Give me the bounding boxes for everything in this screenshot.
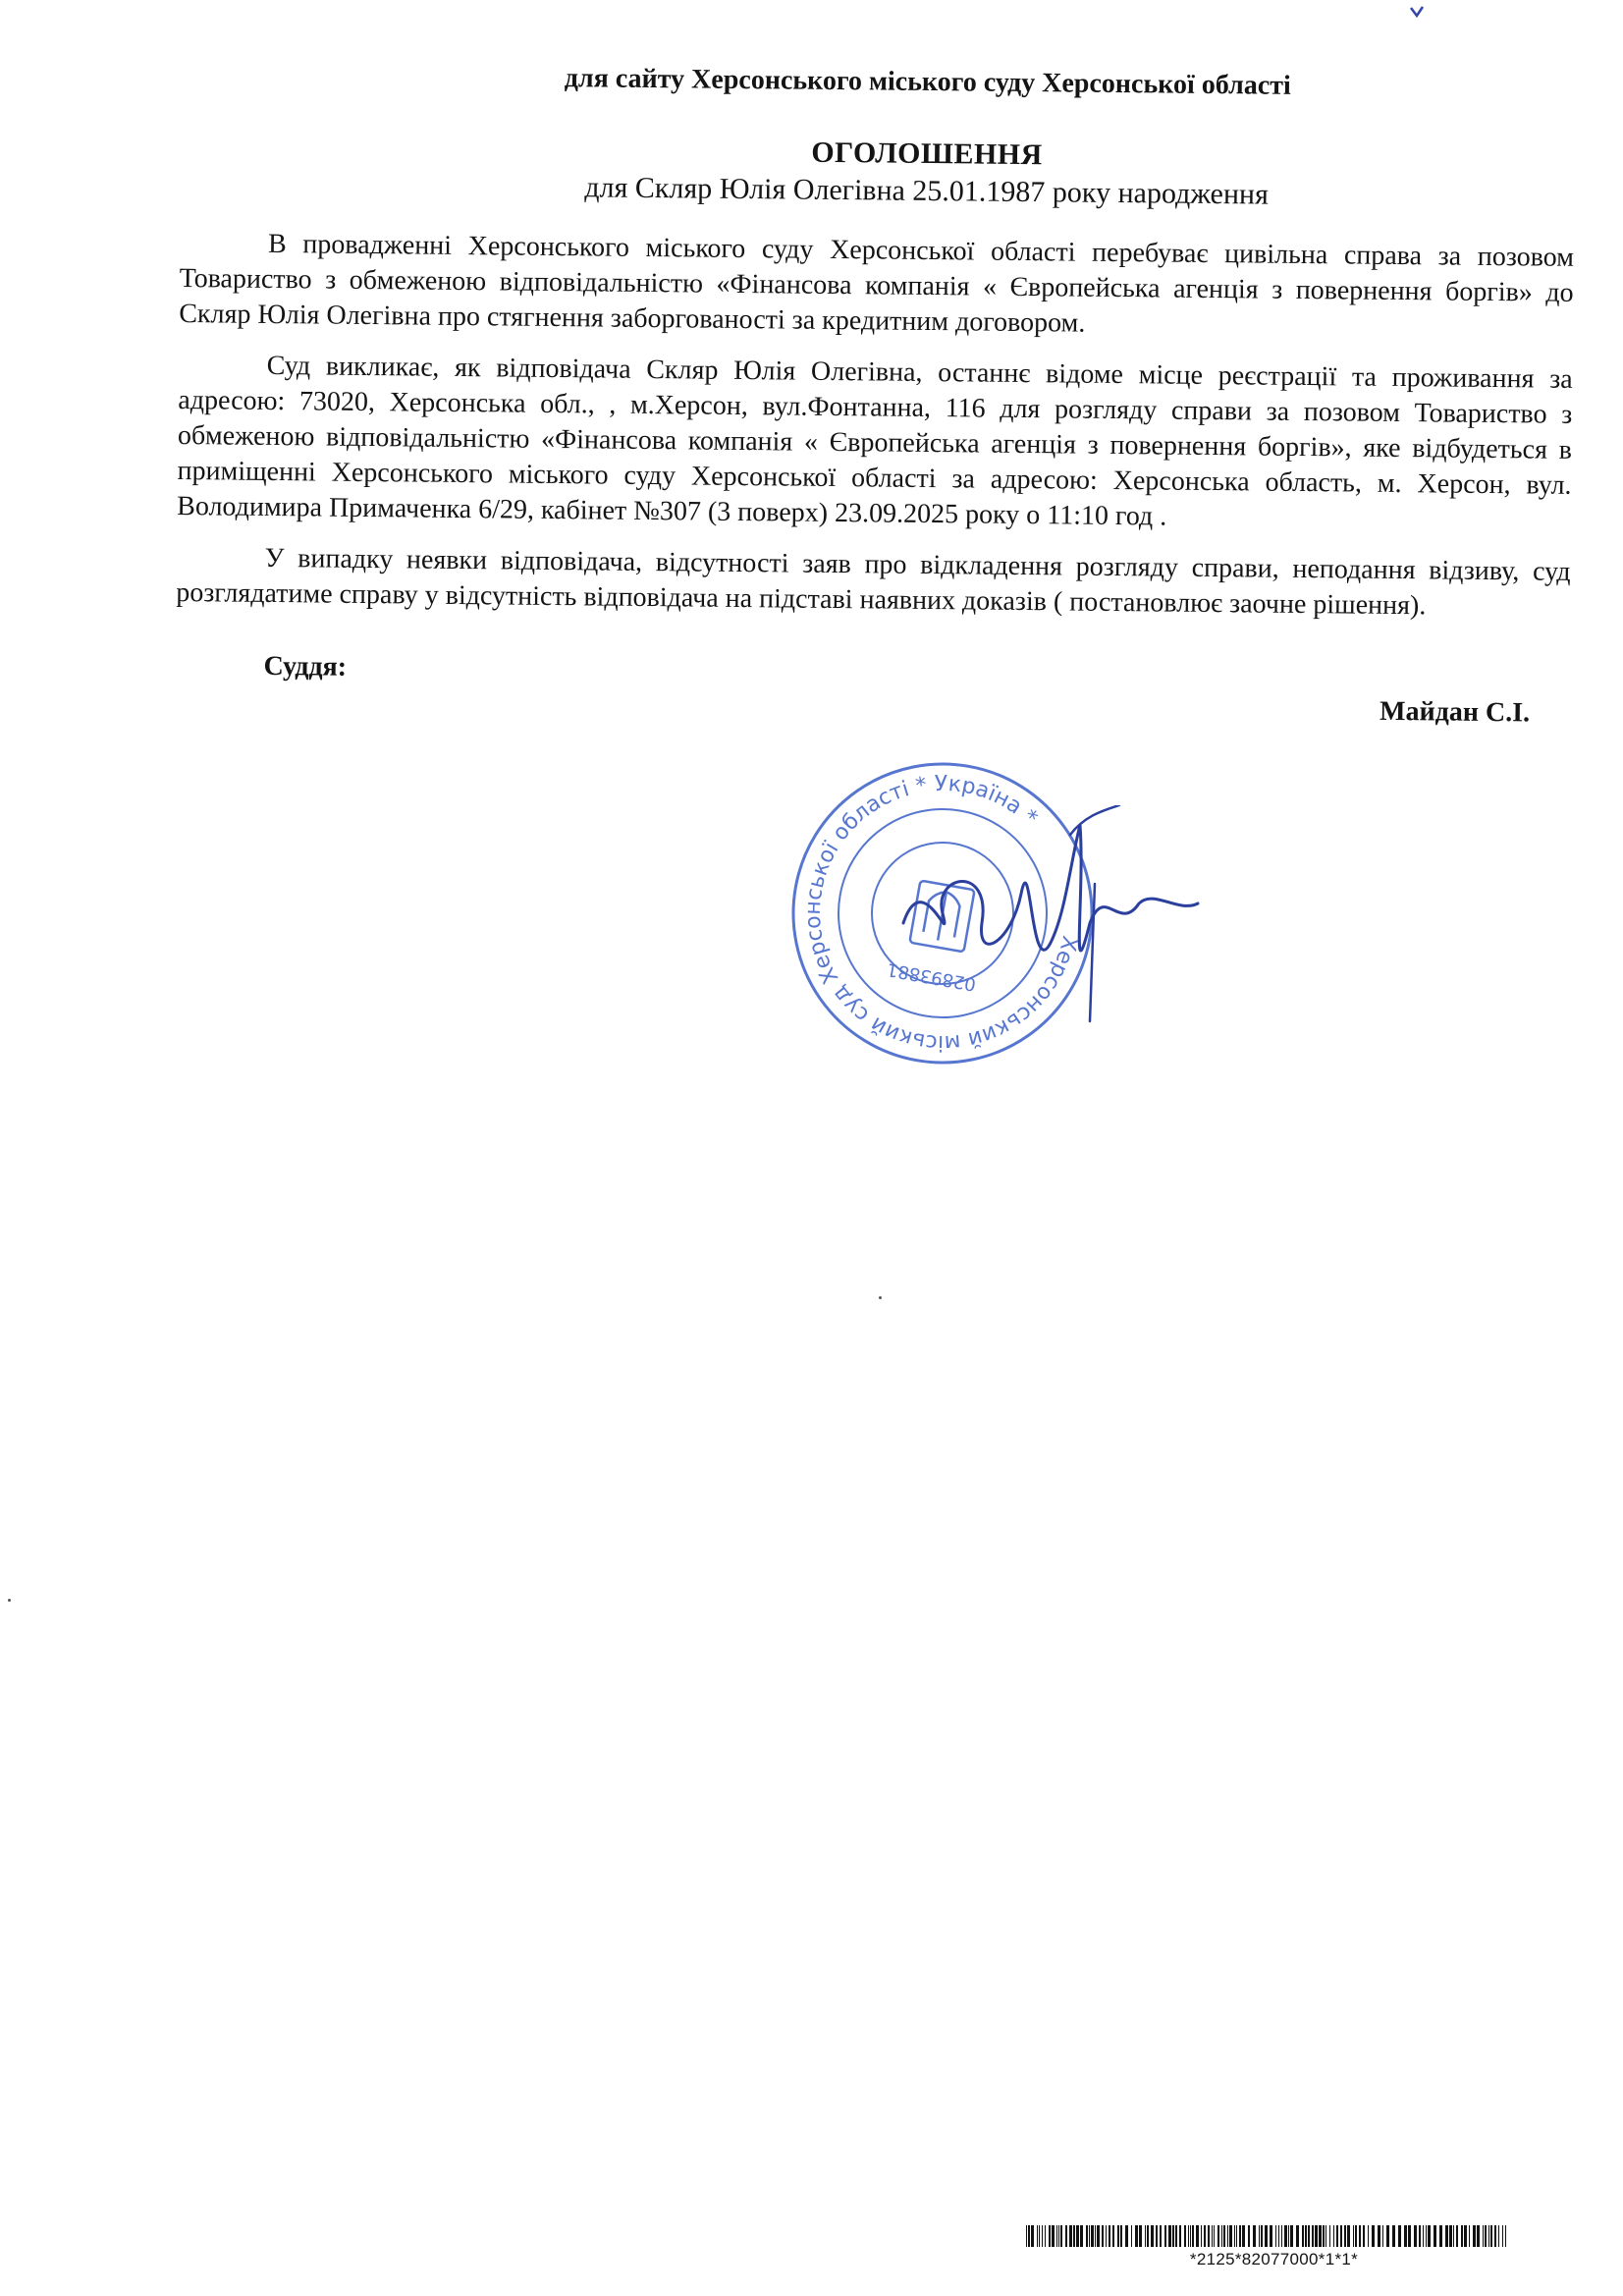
barcode-bar	[1076, 2225, 1079, 2247]
barcode-bar	[1253, 2225, 1256, 2247]
barcode-bar	[1278, 2225, 1279, 2247]
barcode-bar	[1188, 2225, 1189, 2247]
barcode-bar	[1097, 2225, 1100, 2247]
barcode-bar	[1135, 2225, 1138, 2247]
barcode-bar	[1037, 2225, 1038, 2247]
barcode-bar	[1172, 2225, 1174, 2247]
barcode-bar	[1217, 2225, 1219, 2247]
barcode-bar	[1109, 2225, 1110, 2247]
stamp-ring-text: Херсонський міський суд Херсонської області * Україна *	[800, 771, 1082, 1056]
barcode-bar	[1106, 2225, 1107, 2247]
barcode-bar	[1353, 2225, 1354, 2247]
barcode-bar	[1227, 2225, 1228, 2247]
barcode-bar	[1112, 2225, 1114, 2247]
judge-signature	[884, 805, 1208, 1031]
barcode-bar	[1333, 2225, 1334, 2247]
barcode-bar	[1363, 2225, 1365, 2247]
barcode-bar	[1419, 2225, 1421, 2247]
barcode-bar	[1184, 2225, 1186, 2247]
barcode-bar	[1160, 2225, 1162, 2247]
barcode-bar	[1168, 2225, 1171, 2247]
barcode-bar	[1404, 2225, 1407, 2247]
barcode-bar	[1368, 2225, 1369, 2247]
barcode-bar	[1151, 2225, 1154, 2247]
barcode-bar	[1281, 2225, 1282, 2247]
barcode-bar	[1308, 2225, 1310, 2247]
barcode-bar	[1052, 2225, 1055, 2247]
barcode-bar	[1212, 2225, 1213, 2247]
barcode-bar	[1434, 2225, 1436, 2247]
barcode-bar	[1378, 2225, 1380, 2247]
document-subtitle: для Скляр Юлія Олегівна 25.01.1987 року народження	[584, 171, 1270, 211]
corner-ink-mark	[1410, 6, 1424, 18]
barcode-bar	[1473, 2225, 1476, 2247]
barcode-bar	[1488, 2225, 1489, 2247]
barcode-bar	[1086, 2225, 1088, 2247]
barcode-bar	[1336, 2225, 1338, 2247]
barcode-bar	[1117, 2225, 1119, 2247]
barcode-bar	[1386, 2225, 1389, 2247]
barcode-bar	[1439, 2225, 1442, 2247]
barcode-bar	[1234, 2225, 1235, 2247]
barcode-bar	[1477, 2225, 1480, 2247]
stamp-code: 02893881	[885, 958, 978, 995]
barcode-bar	[1315, 2225, 1318, 2247]
barcode-bar	[1065, 2225, 1067, 2247]
barcode-bar	[1464, 2225, 1467, 2247]
judge-label: Суддя:	[263, 650, 348, 683]
barcode-bar	[1392, 2225, 1395, 2247]
barcode-bar	[1456, 2225, 1458, 2247]
barcode-bar	[1355, 2225, 1357, 2247]
barcode-bar	[1223, 2225, 1225, 2247]
barcode-bar	[1042, 2225, 1043, 2247]
barcode-bar	[1102, 2225, 1104, 2247]
signature-row	[175, 650, 1570, 743]
barcode-bar	[1453, 2225, 1454, 2247]
barcode-bar	[1494, 2225, 1496, 2247]
barcode-bar	[1190, 2225, 1191, 2247]
barcode-bar	[1236, 2225, 1237, 2247]
barcode-bar	[1398, 2225, 1401, 2247]
barcode-bar	[1026, 2225, 1027, 2247]
barcode-bar	[1259, 2225, 1260, 2247]
barcode-bar	[1290, 2225, 1293, 2247]
barcode-bar	[1214, 2225, 1215, 2247]
barcode-bar	[1469, 2225, 1470, 2247]
barcode-bar	[1164, 2225, 1166, 2247]
barcode-bar	[1485, 2225, 1487, 2247]
paragraph-proceedings: В провадженні Херсонського міського суду Херсонської області перебуває цивільна справа за позовом Товариство з обмеженою відповідальністю «Фінансова компанія « Європейська агенція з повернення боргів» до Скляр Юлія Олегівна про стягнення заборгованості за кредитним договором.	[179, 228, 1575, 339]
barcode-bar	[1229, 2225, 1232, 2247]
paragraph-summons: Суд викликає, як відповідача Скляр Юлія Олегівна, останнє відоме місце реєстрації та проживання за адресою: 73020, Херсонська обл., , м.Херсон, вул.Фонтанна, 116 для розгляду справи за позовом Товариство з обмеженою відповідальністю «Фінансова компанія « Європейська агенція з повернення боргів», яке відбудеться в приміщенні Херсонського міського суду Херсонської області за адресою: Херсонська область, м. Херсон, вул. Володимира Примаченка 6/29, кабінет №307 (3 поверх) 23.09.2025 року о 11:10 год .	[177, 350, 1573, 532]
scan-speck	[8, 1599, 11, 1602]
barcode-bar	[1242, 2225, 1245, 2247]
barcode-bar	[1175, 2225, 1177, 2247]
barcode-bar	[1323, 2225, 1325, 2247]
barcode-bar	[1156, 2225, 1158, 2247]
barcode-bar	[1261, 2225, 1263, 2247]
barcode-bar	[1329, 2225, 1330, 2247]
barcode-bar	[1382, 2225, 1383, 2247]
barcode-bar	[1483, 2225, 1484, 2247]
barcode-bar	[1445, 2225, 1448, 2247]
barcode-bar	[1192, 2225, 1194, 2247]
barcode-bar	[1056, 2225, 1057, 2247]
barcode-bar	[1031, 2225, 1034, 2247]
barcode-bar	[1319, 2225, 1322, 2247]
barcode-bar	[1359, 2225, 1361, 2247]
barcode-bar	[1270, 2225, 1272, 2247]
barcode-bar	[1039, 2225, 1040, 2247]
barcode-bar	[1284, 2225, 1287, 2247]
barcode-bar	[1490, 2225, 1492, 2247]
barcode-bar	[1125, 2225, 1128, 2247]
barcode-bar	[1449, 2225, 1452, 2247]
scan-speck	[879, 1296, 882, 1299]
barcode-bar	[1091, 2225, 1094, 2247]
barcode-bar	[1296, 2225, 1299, 2247]
barcode-bars	[1026, 2225, 1522, 2247]
barcode-bar	[1408, 2225, 1411, 2247]
barcode-bar	[1305, 2225, 1307, 2247]
barcode-bar	[1221, 2225, 1222, 2247]
judge-name: Майдан С.І.	[1379, 695, 1531, 729]
barcode-bar	[1089, 2225, 1090, 2247]
barcode-bar	[1208, 2225, 1210, 2247]
barcode-bar	[1414, 2225, 1417, 2247]
barcode-bar	[1120, 2225, 1122, 2247]
barcode-bar	[1461, 2225, 1463, 2247]
barcode-bar	[1288, 2225, 1289, 2247]
barcode-bar	[1312, 2225, 1314, 2247]
document-title: ОГОЛОШЕННЯ	[811, 136, 1043, 172]
site-header: для сайту Херсонського міського суду Херсонської області	[564, 63, 1291, 101]
barcode-bar	[1080, 2225, 1083, 2247]
paragraph-default-warning: У випадку неявки відповідача, відсутності заяв про відкладення розгляду справи, неподання відзиву, суд розглядатиме справу у відсутність відповідача на підставі наявних доказів ( постановлює заочне рішення).	[176, 542, 1571, 622]
barcode-bar	[1179, 2225, 1181, 2247]
barcode-bar	[1302, 2225, 1304, 2247]
barcode-bar	[1204, 2225, 1206, 2247]
barcode-bar	[1147, 2225, 1149, 2247]
barcode-bar	[1060, 2225, 1062, 2247]
barcode-bar	[1248, 2225, 1250, 2247]
barcode-bar	[1139, 2225, 1142, 2247]
document-content	[175, 59, 1576, 743]
barcode-bar	[1069, 2225, 1072, 2247]
barcode-bar	[1265, 2225, 1268, 2247]
barcode-bar	[1028, 2225, 1030, 2247]
barcode-bar	[1498, 2225, 1499, 2247]
barcode-bar	[1428, 2225, 1431, 2247]
barcode-bar	[1073, 2225, 1075, 2247]
barcode-bar	[1423, 2225, 1424, 2247]
barcode-bar	[1131, 2225, 1132, 2247]
barcode-bar	[1325, 2225, 1326, 2247]
barcode-block	[1026, 2225, 1522, 2269]
barcode-bar	[1196, 2225, 1199, 2247]
barcode-bar	[1426, 2225, 1427, 2247]
barcode-bar	[1502, 2225, 1503, 2247]
barcode-bar	[1045, 2225, 1046, 2247]
barcode-bar	[1145, 2225, 1146, 2247]
barcode-bar	[1372, 2225, 1375, 2247]
barcode-text: *2125*82077000*1*1*	[1189, 2250, 1359, 2269]
barcode-bar	[1275, 2225, 1276, 2247]
barcode-bar	[1095, 2225, 1096, 2247]
barcode-bar	[1505, 2225, 1506, 2247]
barcode-bar	[1344, 2225, 1346, 2247]
barcode-bar	[1340, 2225, 1342, 2247]
barcode-bar	[1058, 2225, 1059, 2247]
barcode-bar	[1347, 2225, 1350, 2247]
barcode-bar	[1049, 2225, 1051, 2247]
barcode-bar	[1201, 2225, 1202, 2247]
barcode-bar	[1239, 2225, 1241, 2247]
